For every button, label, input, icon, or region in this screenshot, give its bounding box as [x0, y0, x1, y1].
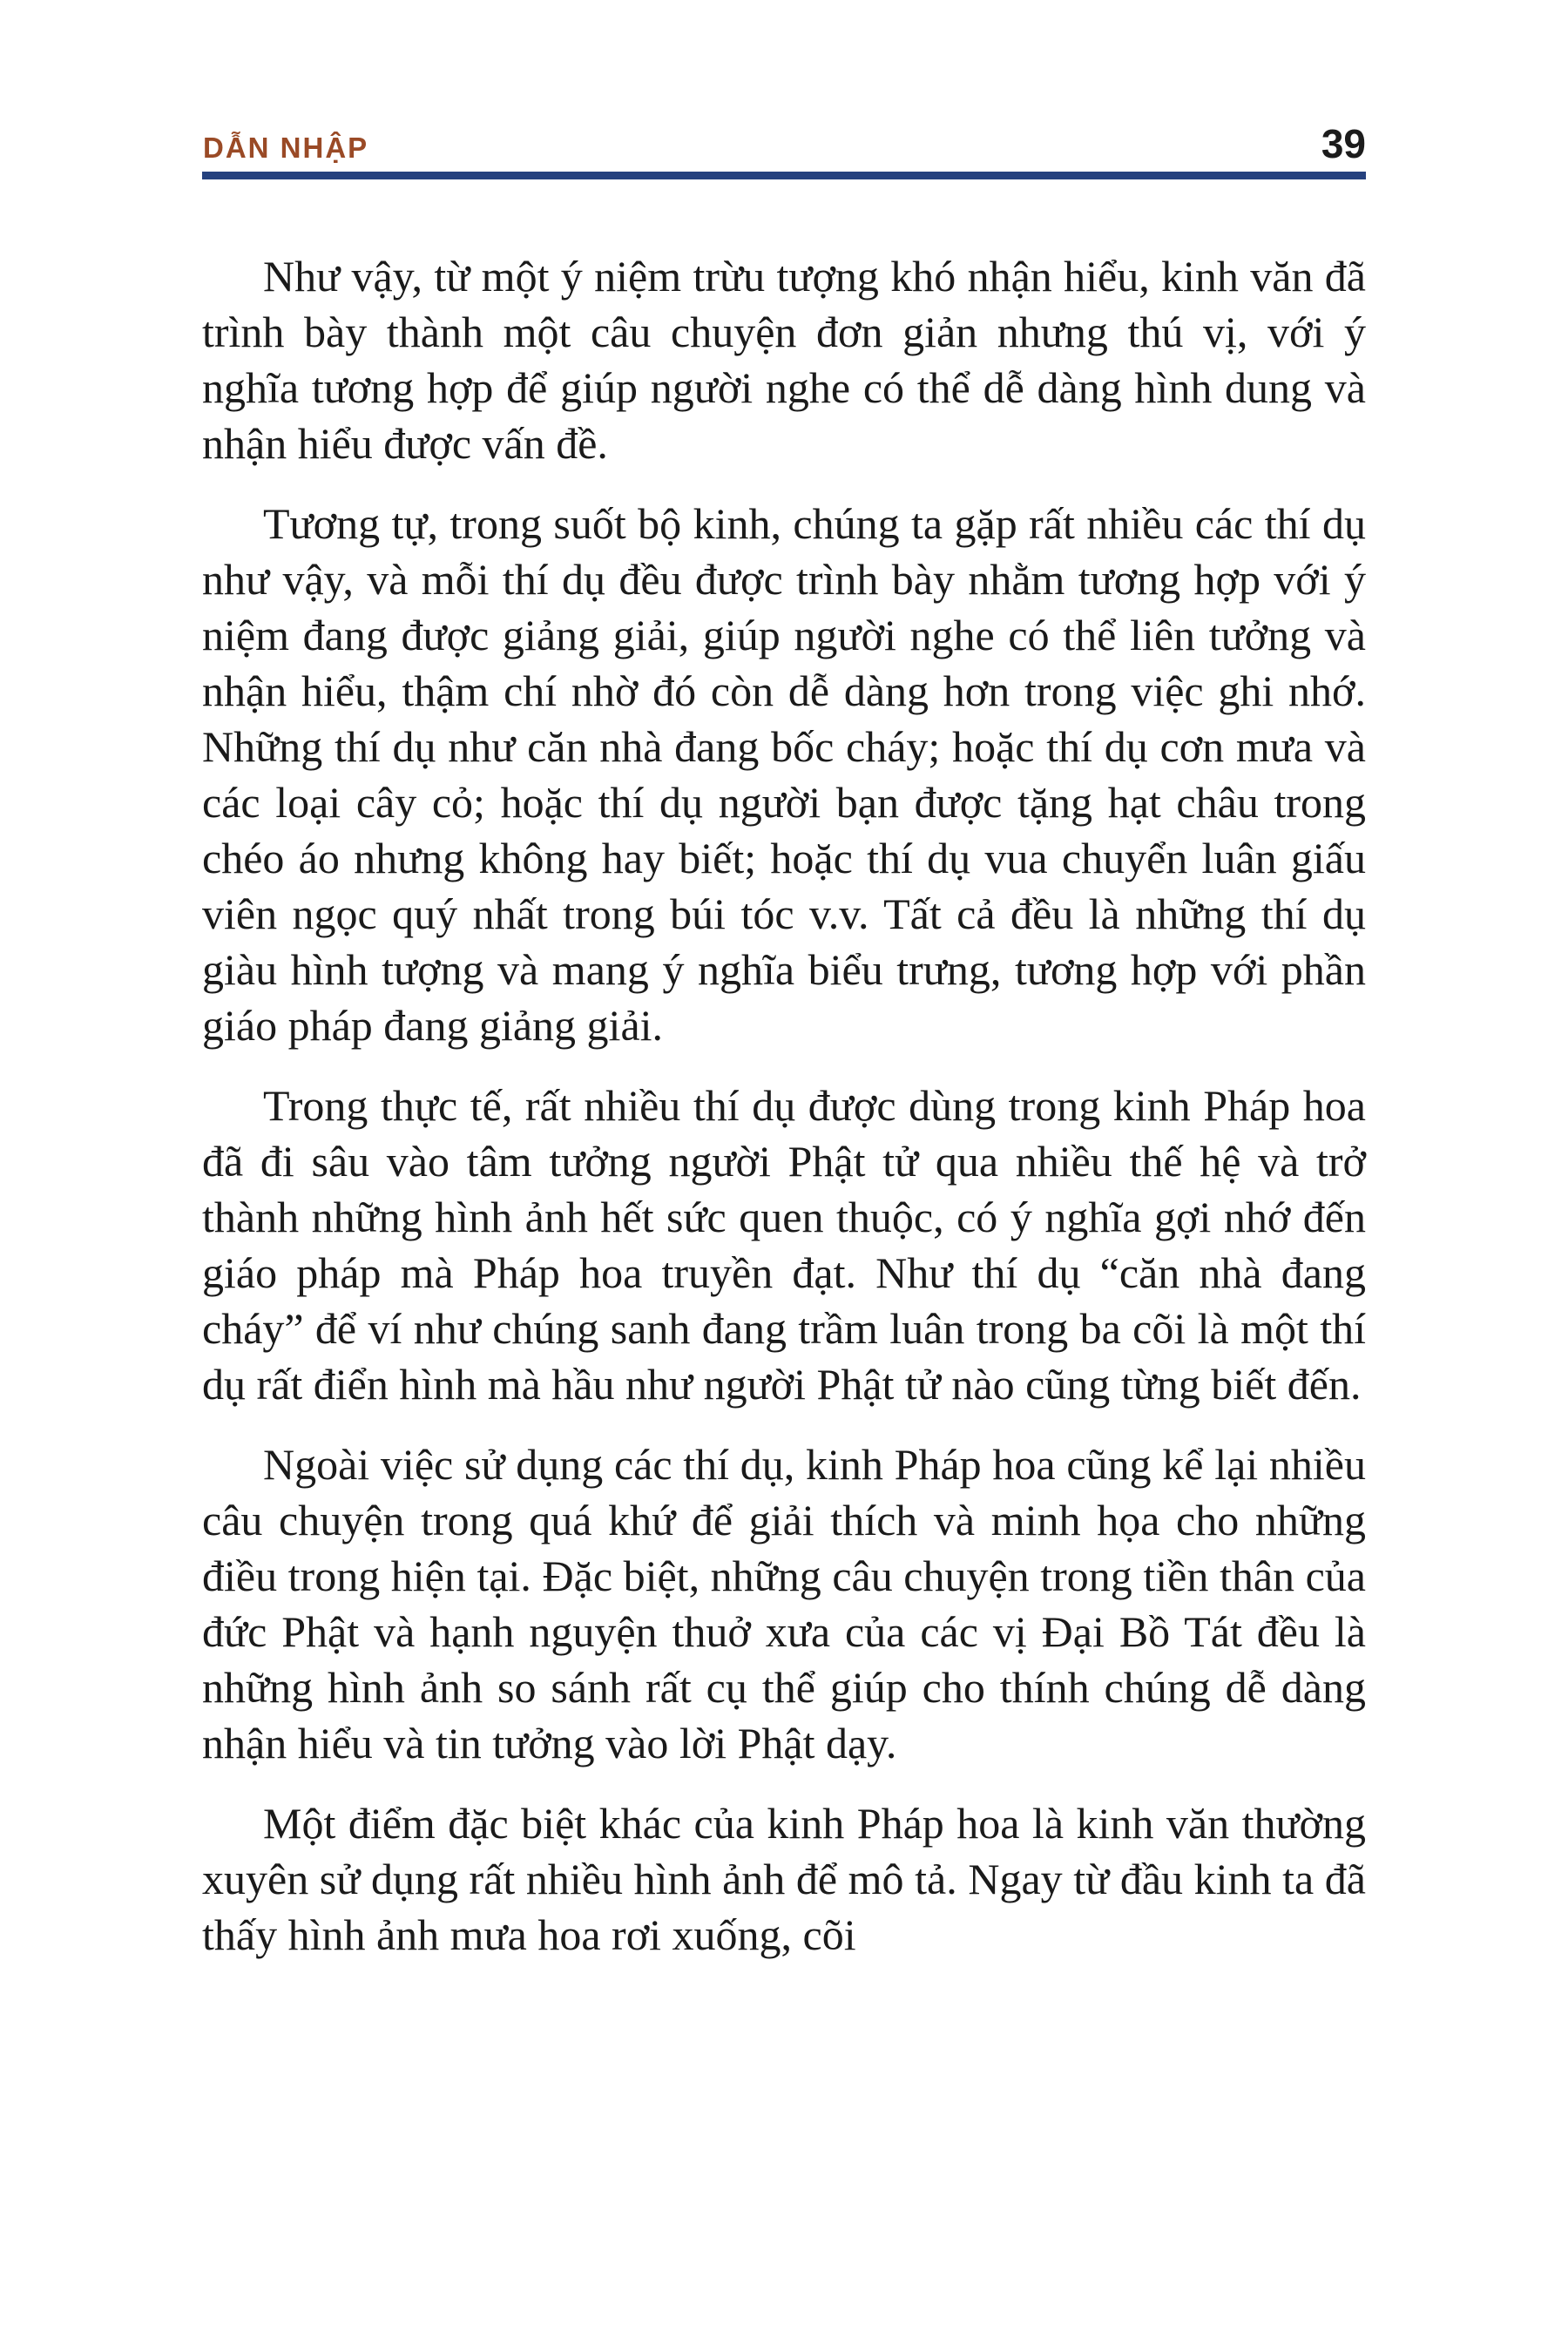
running-head: DẪN NHẬP	[203, 132, 369, 164]
page-body	[202, 248, 1366, 1963]
paragraph-3: Trong thực tế, rất nhiều thí dụ được dùng trong kinh Pháp hoa đã đi sâu vào tâm tưởng người Phật tử qua nhiều thế hệ và trở thành những hình ảnh hết sức quen thuộc, có ý nghĩa gợi nhớ đến giáo pháp mà Pháp hoa truyền đạt. Như thí dụ “căn nhà đang cháy” để ví như chúng sanh đang trầm luân trong ba cõi là một thí dụ rất điển hình mà hầu như người Phật tử nào cũng từng biết đến.	[202, 1081, 1366, 1409]
page-number: 39	[1321, 121, 1366, 166]
paragraph-4: Ngoài việc sử dụng các thí dụ, kinh Pháp hoa cũng kể lại nhiều câu chuyện trong quá khứ để giải thích và minh họa cho những điều trong hiện tại. Đặc biệt, những câu chuyện trong tiền thân của đức Phật và hạnh nguyện thuở xưa của các vị Đại Bồ Tát đều là những hình ảnh so sánh rất cụ thể giúp cho thính chúng dễ dàng nhận hiểu và tin tưởng vào lời Phật dạy.	[202, 1440, 1366, 1767]
header-rule	[202, 172, 1366, 179]
paragraph-2: Tương tự, trong suốt bộ kinh, chúng ta gặp rất nhiều các thí dụ như vậy, và mỗi thí dụ đều được trình bày nhằm tương hợp với ý niệm đang được giảng giải, giúp người nghe có thể liên tưởng và nhận hiểu, thậm chí nhờ đó còn dễ dàng hơn trong việc ghi nhớ. Những thí dụ như căn nhà đang bốc cháy; hoặc thí dụ cơn mưa và các loại cây cỏ; hoặc thí dụ người bạn được tặng hạt châu trong chéo áo nhưng không hay biết; hoặc thí dụ vua chuyển luân giấu viên ngọc quý nhất trong búi tóc v.v. Tất cả đều là những thí dụ giàu hình tượng và mang ý nghĩa biểu trưng, tương hợp với phần giáo pháp đang giảng giải.	[202, 499, 1366, 1050]
paragraph-5: Một điểm đặc biệt khác của kinh Pháp hoa là kinh văn thường xuyên sử dụng rất nhiều hình ảnh để mô tả. Ngay từ đầu kinh ta đã thấy hình ảnh mưa hoa rơi xuống, cõi	[202, 1799, 1366, 1959]
page-header	[203, 120, 1366, 168]
paragraph-1: Như vậy, từ một ý niệm trừu tượng khó nhận hiểu, kinh văn đã trình bày thành một câu chuyện đơn giản nhưng thú vị, với ý nghĩa tương hợp để giúp người nghe có thể dễ dàng hình dung và nhận hiểu được vấn đề.	[202, 252, 1366, 468]
